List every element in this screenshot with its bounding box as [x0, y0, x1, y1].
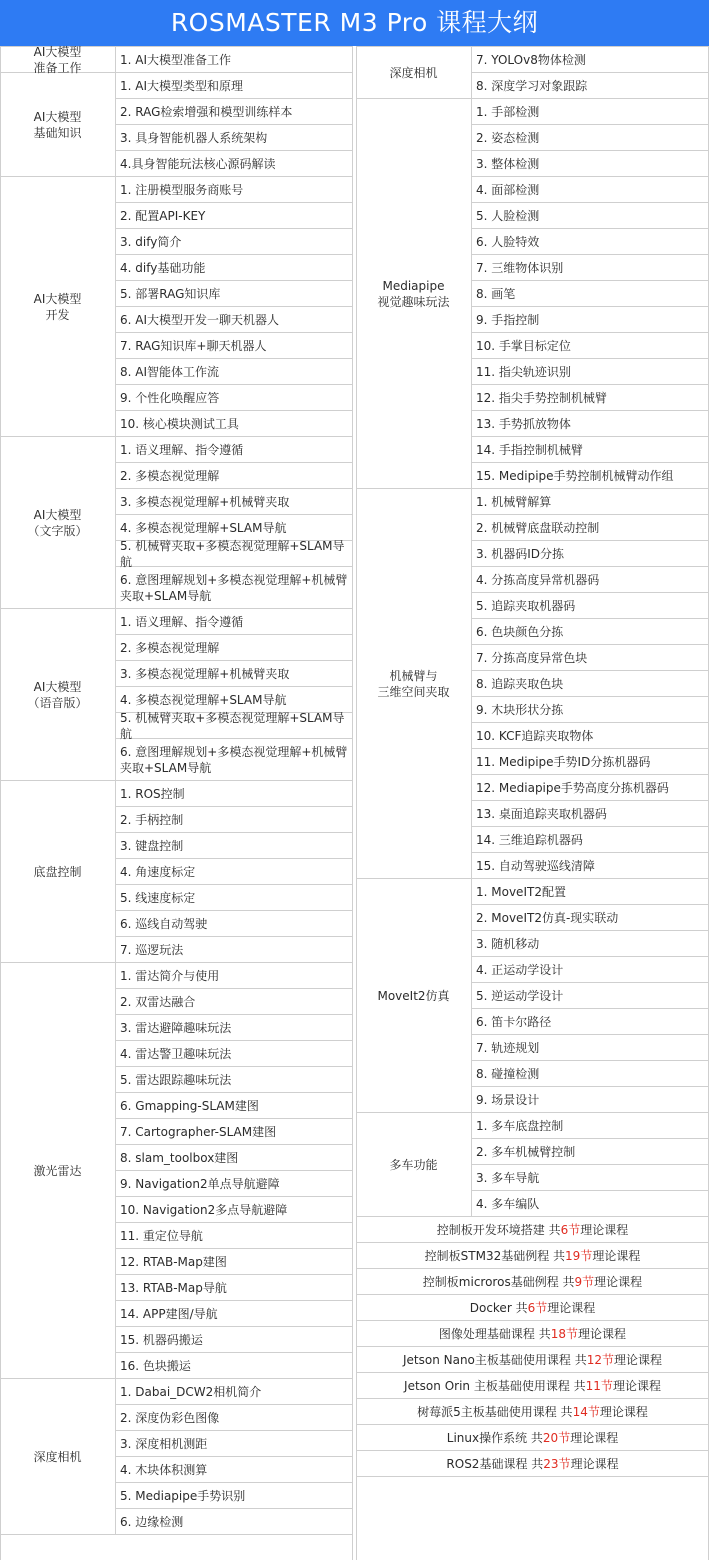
lesson-count: 23: [543, 1456, 559, 1471]
course-item: 3. 随机移动: [472, 931, 709, 957]
course-item: 3. 多车导航: [472, 1165, 709, 1191]
theory-course-name: Docker 共: [469, 1300, 528, 1315]
course-item: 9. 木块形状分拣: [472, 697, 709, 723]
course-item: 11. 指尖轨迹识别: [472, 359, 709, 385]
course-item: 2. RAG检索增强和模型训练样本: [116, 99, 353, 125]
course-item: 9. Navigation2单点导航避障: [116, 1171, 353, 1197]
theory-course-suffix: 理论课程: [612, 1378, 661, 1393]
lesson-count: 20: [542, 1430, 559, 1445]
lesson-unit: 节: [535, 1300, 548, 1315]
course-item: 4. 多模态视觉理解+SLAM导航: [116, 515, 353, 541]
course-item: 10. 核心模块测试工具: [116, 411, 353, 437]
course-item: 5. 追踪夹取机器码: [472, 593, 709, 619]
theory-course-row: [356, 1425, 709, 1451]
theory-course-name: 控制板microros基础例程 共: [422, 1274, 575, 1289]
left-course-table: [0, 46, 353, 1560]
course-item: 1. 机械臂解算: [472, 489, 709, 515]
theory-course-name: 控制板STM32基础例程 共: [424, 1248, 566, 1263]
theory-course-suffix: 理论课程: [594, 1274, 643, 1289]
course-item: 2. 双雷达融合: [116, 989, 353, 1015]
course-item: 6. 巡线自动驾驶: [116, 911, 353, 937]
course-item: 8. AI智能体工作流: [116, 359, 353, 385]
course-item: 11. 重定位导航: [116, 1223, 353, 1249]
course-item: 8. slam_toolbox建图: [116, 1145, 353, 1171]
course-item: 6. 人脸特效: [472, 229, 709, 255]
course-item: 10. KCF追踪夹取物体: [472, 723, 709, 749]
category-label: 机械臂与 三维空间夹取: [356, 489, 472, 879]
course-item: 2. 多模态视觉理解: [116, 635, 353, 661]
course-item: 3. 键盘控制: [116, 833, 353, 859]
course-item: 3. 整体检测: [472, 151, 709, 177]
category-label: 多车功能: [356, 1113, 472, 1217]
course-item: 14. 手指控制机械臂: [472, 437, 709, 463]
theory-course-suffix: 理论课程: [580, 1222, 629, 1237]
lesson-unit: 节: [566, 1326, 579, 1341]
theory-course-row: [356, 1373, 709, 1399]
course-item: 13. RTAB-Map导航: [116, 1275, 353, 1301]
course-item: 15. Medipipe手势控制机械臂动作组: [472, 463, 709, 489]
course-item: 4.具身智能玩法核心源码解读: [116, 151, 353, 177]
course-item: 7. YOLOv8物体检测: [472, 47, 709, 73]
course-item: 13. 手势抓放物体: [472, 411, 709, 437]
category-label: 深度相机: [0, 1379, 116, 1535]
category-label: AI大模型 （文字版）: [0, 437, 116, 609]
course-item: 3. 多模态视觉理解+机械臂夹取: [116, 489, 353, 515]
course-item: 12. 指尖手势控制机械臂: [472, 385, 709, 411]
course-item: 6. 边缘检测: [116, 1509, 353, 1535]
category-label: 深度相机: [356, 47, 472, 99]
course-item: 4. 多模态视觉理解+SLAM导航: [116, 687, 353, 713]
course-item: 4. 分拣高度异常机器码: [472, 567, 709, 593]
course-item: 1. 手部检测: [472, 99, 709, 125]
course-item: 1. AI大模型类型和原理: [116, 73, 353, 99]
course-item: 12. Mediapipe手势高度分拣机器码: [472, 775, 709, 801]
course-item: 5. 逆运动学设计: [472, 983, 709, 1009]
course-item: 3. 具身智能机器人系统架构: [116, 125, 353, 151]
course-item: 2. 深度伪彩色图像: [116, 1405, 353, 1431]
table-border: [0, 47, 1, 1560]
theory-course-name: ROS2基础课程 共: [446, 1456, 544, 1471]
theory-course-suffix: 理论课程: [578, 1326, 627, 1341]
course-item: 2. 多车机械臂控制: [472, 1139, 709, 1165]
course-item: 7. 巡逻玩法: [116, 937, 353, 963]
lesson-unit: 节: [568, 1222, 581, 1237]
course-item: 6. 笛卡尔路径: [472, 1009, 709, 1035]
course-item: 4. 角速度标定: [116, 859, 353, 885]
course-item: 15. 自动驾驶巡线清障: [472, 853, 709, 879]
theory-course-name: Jetson Nano主板基础使用课程 共: [402, 1352, 587, 1367]
theory-course-row: [356, 1269, 709, 1295]
theory-course-suffix: 理论课程: [570, 1430, 619, 1445]
theory-course-name: Jetson Orin 主板基础使用课程 共: [404, 1378, 586, 1393]
course-item: 7. 分拣高度异常色块: [472, 645, 709, 671]
theory-course-suffix: 理论课程: [547, 1300, 596, 1315]
theory-course-row: [356, 1399, 709, 1425]
course-item: 2. 配置API-KEY: [116, 203, 353, 229]
lesson-unit: 节: [587, 1404, 600, 1419]
course-item: 1. Dabai_DCW2相机简介: [116, 1379, 353, 1405]
course-item: 4. 木块体积测算: [116, 1457, 353, 1483]
course-item: 6. 意图理解规划+多模态视觉理解+机械臂夹取+SLAM导航: [116, 739, 353, 781]
category-label: 底盘控制: [0, 781, 116, 963]
theory-course-row: [356, 1347, 709, 1373]
course-item: 2. 机械臂底盘联动控制: [472, 515, 709, 541]
course-item: 5. Mediapipe手势识别: [116, 1483, 353, 1509]
course-item: 2. MoveIT2仿真-现实联动: [472, 905, 709, 931]
course-item: 6. Gmapping-SLAM建图: [116, 1093, 353, 1119]
table-border: [356, 47, 357, 1560]
course-item: 5. 部署RAG知识库: [116, 281, 353, 307]
category-label: AI大模型 基础知识: [0, 73, 116, 177]
category-label: MoveIt2仿真: [356, 879, 472, 1113]
theory-course-row: [356, 1321, 709, 1347]
course-item: 16. 色块搬运: [116, 1353, 353, 1379]
course-item: 2. 姿态检测: [472, 125, 709, 151]
lesson-count: 9: [574, 1274, 583, 1289]
course-item: 10. 手掌目标定位: [472, 333, 709, 359]
course-item: 14. APP建图/导航: [116, 1301, 353, 1327]
category-label: AI大模型 准备工作: [0, 47, 116, 73]
course-item: 1. 雷达简介与使用: [116, 963, 353, 989]
course-item: 1. 注册模型服务商账号: [116, 177, 353, 203]
course-item: 7. Cartographer-SLAM建图: [116, 1119, 353, 1145]
column-divider: [353, 46, 356, 1559]
lesson-count: 19: [565, 1248, 581, 1263]
course-item: 15. 机器码搬运: [116, 1327, 353, 1353]
course-item: 4. 雷达警卫趣味玩法: [116, 1041, 353, 1067]
lesson-unit: 节: [580, 1248, 593, 1263]
lesson-count: 14: [572, 1404, 588, 1419]
theory-course-suffix: 理论课程: [599, 1404, 648, 1419]
course-item: 7. 三维物体识别: [472, 255, 709, 281]
theory-course-suffix: 理论课程: [570, 1456, 619, 1471]
course-item: 2. 多模态视觉理解: [116, 463, 353, 489]
course-item: 3. 多模态视觉理解+机械臂夹取: [116, 661, 353, 687]
course-item: 13. 桌面追踪夹取机器码: [472, 801, 709, 827]
lesson-unit: 节: [600, 1378, 613, 1393]
lesson-count: 12: [586, 1352, 602, 1367]
course-item: 1. MoveIT2配置: [472, 879, 709, 905]
course-item: 9. 个性化唤醒应答: [116, 385, 353, 411]
page-title: ROSMASTER M3 Pro 课程大纲: [0, 0, 709, 46]
lesson-count: 18: [550, 1326, 567, 1341]
theory-course-name: 图像处理基础课程 共: [438, 1326, 551, 1341]
lesson-unit: 节: [601, 1352, 614, 1367]
course-item: 1. 语义理解、指令遵循: [116, 609, 353, 635]
course-item: 4. dify基础功能: [116, 255, 353, 281]
theory-course-name: Linux操作系统 共: [446, 1430, 543, 1445]
lesson-count: 11: [585, 1378, 601, 1393]
course-item: 7. 轨迹规划: [472, 1035, 709, 1061]
category-label: Mediapipe 视觉趣味玩法: [356, 99, 472, 489]
course-item: 5. 机械臂夹取+多模态视觉理解+SLAM导航: [116, 541, 353, 567]
course-item: 6. AI大模型开发一聊天机器人: [116, 307, 353, 333]
course-item: 10. Navigation2多点导航避障: [116, 1197, 353, 1223]
course-item: 5. 雷达跟踪趣味玩法: [116, 1067, 353, 1093]
course-item: 1. 语义理解、指令遵循: [116, 437, 353, 463]
course-item: 12. RTAB-Map建图: [116, 1249, 353, 1275]
course-item: 3. 机器码ID分拣: [472, 541, 709, 567]
course-item: 8. 碰撞检测: [472, 1061, 709, 1087]
lesson-count: 6: [527, 1300, 536, 1315]
course-item: 3. 雷达避障趣味玩法: [116, 1015, 353, 1041]
course-item: 7. RAG知识库+聊天机器人: [116, 333, 353, 359]
lesson-count: 6: [560, 1222, 569, 1237]
course-item: 9. 手指控制: [472, 307, 709, 333]
lesson-unit: 节: [558, 1430, 571, 1445]
theory-course-row: [356, 1243, 709, 1269]
course-item: 11. Medipipe手势ID分拣机器码: [472, 749, 709, 775]
theory-course-row: [356, 1451, 709, 1477]
course-item: 9. 场景设计: [472, 1087, 709, 1113]
course-item: 1. ROS控制: [116, 781, 353, 807]
course-item: 2. 手柄控制: [116, 807, 353, 833]
course-item: 5. 人脸检测: [472, 203, 709, 229]
theory-course-suffix: 理论课程: [614, 1352, 663, 1367]
category-label: 激光雷达: [0, 963, 116, 1379]
right-course-table: [356, 46, 709, 1560]
theory-course-suffix: 理论课程: [592, 1248, 641, 1263]
course-item: 8. 画笔: [472, 281, 709, 307]
lesson-unit: 节: [558, 1456, 571, 1471]
course-item: 6. 色块颜色分拣: [472, 619, 709, 645]
course-item: 6. 意图理解规划+多模态视觉理解+机械臂夹取+SLAM导航: [116, 567, 353, 609]
lesson-unit: 节: [582, 1274, 595, 1289]
course-item: 5. 机械臂夹取+多模态视觉理解+SLAM导航: [116, 713, 353, 739]
course-item: 4. 面部检测: [472, 177, 709, 203]
course-item: 8. 追踪夹取色块: [472, 671, 709, 697]
category-label: AI大模型 （语音版）: [0, 609, 116, 781]
course-item: 4. 正运动学设计: [472, 957, 709, 983]
course-item: 14. 三维追踪机器码: [472, 827, 709, 853]
course-item: 8. 深度学习对象跟踪: [472, 73, 709, 99]
course-item: 1. 多车底盘控制: [472, 1113, 709, 1139]
category-label: AI大模型 开发: [0, 177, 116, 437]
course-item: 3. 深度相机测距: [116, 1431, 353, 1457]
course-item: 5. 线速度标定: [116, 885, 353, 911]
theory-course-name: 树莓派5主板基础使用课程 共: [417, 1404, 573, 1419]
course-item: 4. 多车编队: [472, 1191, 709, 1217]
course-item: 1. AI大模型准备工作: [116, 47, 353, 73]
theory-course-row: [356, 1295, 709, 1321]
course-item: 3. dify简介: [116, 229, 353, 255]
theory-course-name: 控制板开发环境搭建 共: [436, 1222, 561, 1237]
theory-course-row: [356, 1217, 709, 1243]
